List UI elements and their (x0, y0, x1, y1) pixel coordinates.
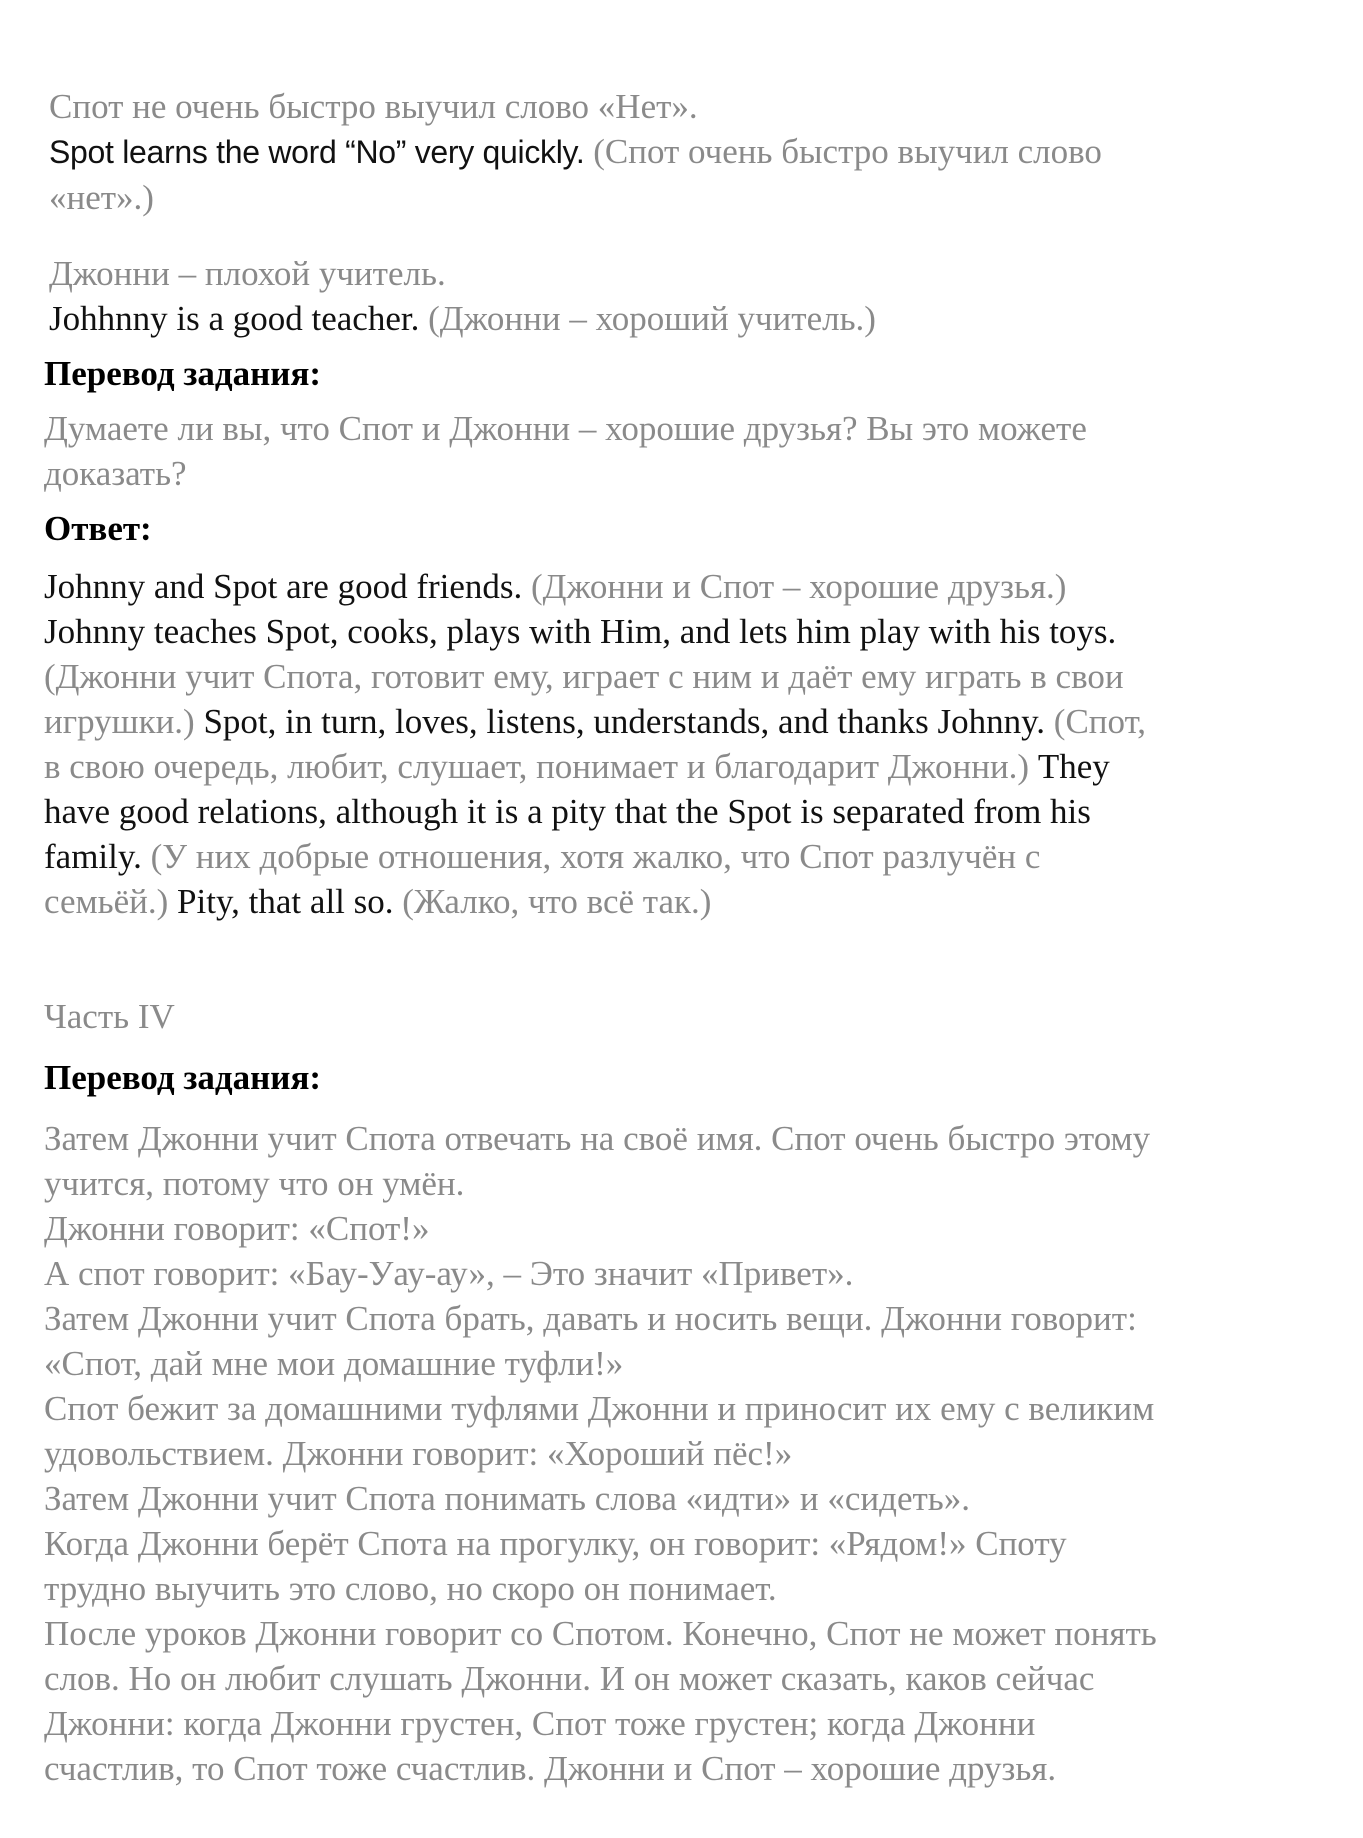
task-2-line: Затем Джонни учит Спота понимать слова «идти» и «сидеть». (44, 1479, 971, 1518)
item1-statement: Спот не очень быстро выучил слово «Нет». (49, 87, 698, 126)
answer-en: Johnny and Spot are good friends. (44, 567, 523, 606)
task-2-line: удовольствием. Джонни говорит: «Хороший пёс!» (44, 1434, 793, 1473)
answer-line (44, 879, 1324, 924)
task-2-line: счастлив, то Спот тоже счастлив. Джонни и Спот – хорошие друзья. (44, 1749, 1057, 1788)
answer-line (44, 564, 1324, 609)
task-2-text (44, 1116, 1324, 1791)
task-2-line: Затем Джонни учит Спота брать, давать и носить вещи. Джонни говорит: (44, 1299, 1137, 1338)
answer-en: Pity, that all so. (168, 882, 394, 921)
answer-ru: в свою очередь, любит, слушает, понимает и благодарит Джонни.) (44, 747, 1030, 786)
answer-line: (Джонни учит Спота, готовит ему, играет с ним и даёт ему играть в свои (44, 657, 1124, 696)
answer-line: Johnny teaches Spot, cooks, plays with Him, and lets him play with his toys. (44, 612, 1117, 651)
answer-paragraph (44, 564, 1324, 924)
answer-ru: (У них добрые отношения, хотя жалко, что Спот разлучён с (141, 837, 1041, 876)
task-heading: Перевод задания: (44, 354, 322, 393)
part-label: Часть IV (44, 997, 175, 1036)
item1-answer-line (44, 129, 1324, 175)
item1-answer-en: Spot learns the word “No” very quickly. (49, 134, 585, 170)
answer-line (44, 699, 1324, 744)
answer-line: have good relations, although it is a pity that the Spot is separated from his (44, 792, 1091, 831)
item2-answer-en: Johhnny is a good teacher. (49, 299, 420, 338)
task-2-line: После уроков Джонни говорит со Спотом. Конечно, Спот не может понять (44, 1614, 1157, 1653)
answer-line (44, 744, 1324, 789)
answer-heading: Ответ: (44, 509, 152, 548)
item1-answer-ru-cont: «нет».) (49, 178, 154, 217)
answer-en: Spot, in turn, loves, listens, understands, and thanks Johnny. (194, 702, 1046, 741)
task-2-line: Джонни: когда Джонни грустен, Спот тоже грустен; когда Джонни (44, 1704, 1036, 1743)
answer-line (44, 834, 1324, 879)
task-2-line: трудно выучить это слово, но скоро он понимает. (44, 1569, 777, 1608)
item2-statement: Джонни – плохой учитель. (49, 254, 446, 293)
item1-answer-ru: (Спот очень быстро выучил слово (584, 132, 1102, 171)
answer-ru: семьёй.) (44, 882, 169, 921)
item2-answer-ru: (Джонни – хороший учитель.) (419, 299, 876, 338)
item2-answer-line (44, 296, 1324, 341)
task-text-line: доказать? (44, 454, 187, 493)
task-2-line: «Спот, дай мне мои домашние туфли!» (44, 1344, 624, 1383)
task-2-line: Затем Джонни учит Спота отвечать на своё имя. Спот очень быстро этому (44, 1119, 1151, 1158)
task-2-line: Спот бежит за домашними туфлями Джонни и приносит их ему с великим (44, 1389, 1155, 1428)
task-2-line: А спот говорит: «Бау-Уау-ау», – Это значит «Привет». (44, 1254, 854, 1293)
task-2-line: Джонни говорит: «Спот!» (44, 1209, 430, 1248)
answer-ru: (Жалко, что всё так.) (393, 882, 712, 921)
task-2-line: Когда Джонни берёт Спота на прогулку, он говорит: «Рядом!» Споту (44, 1524, 1067, 1563)
answer-en: They (1029, 747, 1110, 786)
document-page (44, 84, 1324, 1791)
task-heading: Перевод задания: (44, 1058, 322, 1097)
answer-ru: (Спот, (1045, 702, 1146, 741)
task-text-line: Думаете ли вы, что Спот и Джонни – хорошие друзья? Вы это можете (44, 409, 1087, 448)
task-2-line: слов. Но он любит слушать Джонни. И он может сказать, каков сейчас (44, 1659, 1095, 1698)
task-2-line: учится, потому что он умён. (44, 1164, 465, 1203)
answer-en: family. (44, 837, 142, 876)
answer-ru: игрушки.) (44, 702, 195, 741)
answer-ru: (Джонни и Спот – хорошие друзья.) (522, 567, 1067, 606)
